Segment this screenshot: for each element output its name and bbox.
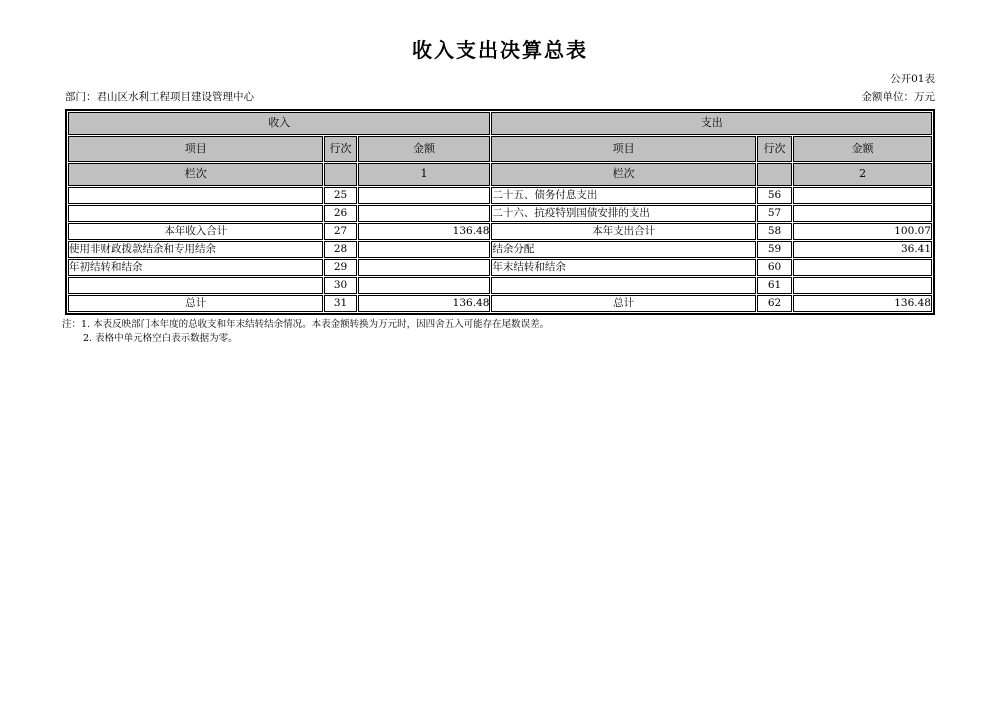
income-rowno-cell: 27: [324, 223, 356, 240]
expense-amount-cell: [793, 205, 932, 222]
expense-amount-cell: [793, 259, 932, 276]
expense-item-cell: [491, 277, 756, 294]
section-header-row: [68, 112, 932, 135]
income-item-cell: 年初结转和结余: [68, 259, 323, 276]
meta-row: [65, 89, 935, 104]
expense-section-header: 支出: [491, 112, 932, 135]
expense-rowno-cell: 58: [757, 223, 792, 240]
column-index-row: [68, 163, 932, 186]
expense-amount-header: 金额: [793, 136, 932, 162]
expense-rowno-cell: 62: [757, 295, 792, 312]
expense-amount-cell: 100.07: [793, 223, 932, 240]
expense-index-rowno-cell: [757, 163, 792, 186]
income-rowno-cell: 26: [324, 205, 356, 222]
expense-rowno-cell: 59: [757, 241, 792, 258]
table-row: [68, 259, 932, 276]
income-amount-cell: [358, 277, 491, 294]
expense-rowno-cell: 61: [757, 277, 792, 294]
expense-rowno-cell: 60: [757, 259, 792, 276]
income-rowno-cell: 25: [324, 187, 356, 204]
account-summary-table: [65, 109, 935, 315]
income-index-rowno-cell: [324, 163, 356, 186]
income-rowno-cell: 28: [324, 241, 356, 258]
income-amount-cell: 136.48: [358, 295, 491, 312]
income-item-header: 项目: [68, 136, 323, 162]
income-amount-cell: [358, 205, 491, 222]
expense-item-cell: 总计: [491, 295, 756, 312]
column-header-row: [68, 136, 932, 162]
expense-amount-cell: [793, 187, 932, 204]
income-item-cell: 本年收入合计: [68, 223, 323, 240]
expense-index-label: 栏次: [491, 163, 756, 186]
income-amount-cell: [358, 259, 491, 276]
income-item-cell: 总计: [68, 295, 323, 312]
expense-item-cell: 结余分配: [491, 241, 756, 258]
income-index-number: 1: [358, 163, 491, 186]
income-rowno-header: 行次: [324, 136, 356, 162]
income-item-cell: [68, 277, 323, 294]
income-amount-cell: [358, 241, 491, 258]
income-item-cell: [68, 205, 323, 222]
income-amount-header: 金额: [358, 136, 491, 162]
sheet-code-label: 公开01表: [890, 73, 935, 85]
footnotes: [62, 318, 938, 346]
expense-rowno-header: 行次: [757, 136, 792, 162]
income-item-cell: [68, 187, 323, 204]
income-item-cell: 使用非财政拨款结余和专用结余: [68, 241, 323, 258]
table-row: [68, 241, 932, 258]
table-row: [68, 205, 932, 222]
income-rowno-cell: 30: [324, 277, 356, 294]
expense-amount-cell: 136.48: [793, 295, 932, 312]
table-row: [68, 277, 932, 294]
page-title: 收入支出决算总表: [412, 38, 588, 62]
income-rowno-cell: 29: [324, 259, 356, 276]
income-index-label: 栏次: [68, 163, 323, 186]
expense-rowno-cell: 56: [757, 187, 792, 204]
footnote-line: 注：1. 本表反映部门本年度的总收支和年末结转结余情况。本表金额转换为万元时，因四舍五入可能存在尾数误差。: [62, 319, 550, 330]
expense-item-header: 项目: [491, 136, 756, 162]
department-label: 部门：君山区水利工程项目建设管理中心: [65, 91, 254, 103]
expense-item-cell: 本年支出合计: [491, 223, 756, 240]
expense-amount-cell: 36.41: [793, 241, 932, 258]
income-section-header: 收入: [68, 112, 490, 135]
expense-item-cell: 年末结转和结余: [491, 259, 756, 276]
income-amount-cell: 136.48: [358, 223, 491, 240]
table-row: [68, 223, 932, 240]
footnote-line: 2. 表格中单元格空白表示数据为零。: [83, 332, 238, 344]
expense-index-number: 2: [793, 163, 932, 186]
expense-amount-cell: [793, 277, 932, 294]
table-row: [68, 295, 932, 312]
expense-item-cell: 二十五、债务付息支出: [491, 187, 756, 204]
expense-rowno-cell: 57: [757, 205, 792, 222]
table-row: [68, 187, 932, 204]
income-rowno-cell: 31: [324, 295, 356, 312]
expense-item-cell: 二十六、抗疫特别国债安排的支出: [491, 205, 756, 222]
unit-label: 金额单位：万元: [861, 91, 935, 103]
income-amount-cell: [358, 187, 491, 204]
